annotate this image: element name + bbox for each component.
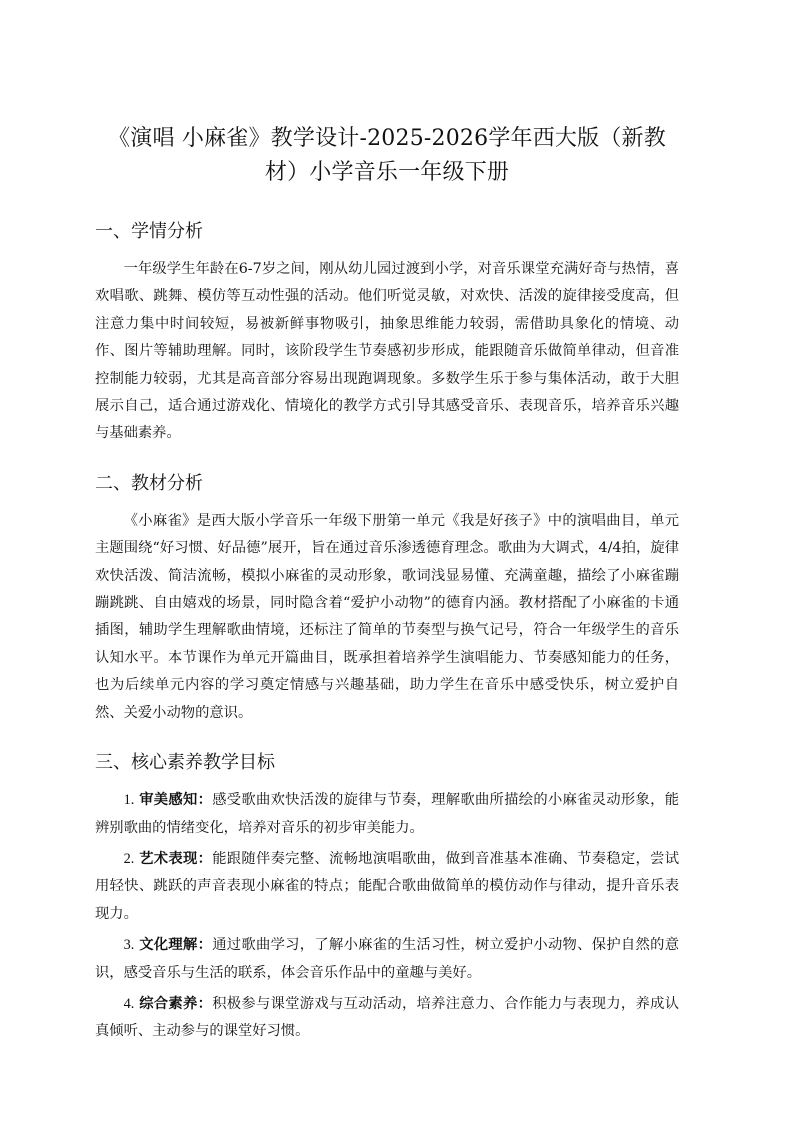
goal-item xyxy=(95,787,679,842)
section-heading: 二、教材分析 xyxy=(95,472,203,494)
goal-number: 1. xyxy=(123,792,135,809)
section-textbook-analysis xyxy=(95,470,679,727)
goal-label: 综合素养： xyxy=(139,995,213,1012)
goal-text: 能跟随伴奏完整、流畅地演唱歌曲，做到音准基本准确、节奏稳定，尝试用轻快、跳跃的声音表现小麻雀的特点；能配合歌曲做简单的模仿动作与律动，提升音乐表现力。 xyxy=(95,850,680,922)
goal-label: 审美感知： xyxy=(139,792,213,809)
goal-number: 4. xyxy=(123,995,135,1012)
goal-text: 积极参与课堂游戏与互动活动，培养注意力、合作能力与表现力，养成认真倾听、主动参与的课堂好习惯。 xyxy=(95,995,680,1040)
goal-number: 2. xyxy=(123,850,135,867)
goal-label: 艺术表现： xyxy=(139,850,213,867)
goal-text: 感受歌曲欢快活泼的旋律与节奏，理解歌曲所描绘的小麻雀灵动形象，能辨别歌曲的情绪变化，培养对音乐的初步审美能力。 xyxy=(95,792,680,836)
goal-number: 3. xyxy=(123,937,135,954)
goal-item xyxy=(95,846,679,928)
section-heading: 三、核心素养教学目标 xyxy=(95,752,275,774)
paragraph: 一年级学生年龄在6-7岁之间，刚从幼儿园过渡到小学，对音乐课堂充满好奇与热情，喜欢唱歌、跳舞、模仿等互动性强的活动。他们听觉灵敏，对欢快、活泼的旋律接受度高，但注意力集中时间较短，易被新鲜事物吸引，抽象思维能力较弱，需借助具象化的情境、动作、图片等辅助理解。同时，该阶段学生节奏感初步形成，能跟随音乐做简单律动，但音准控制能力较弱，尤其是高音部分容易出现跑调现象。多数学生乐于参与集体活动，敢于大胆展示自己，适合通过游戏化、情境化的教学方式引导其感受音乐、表现音乐，培养音乐兴趣与基础素养。 xyxy=(95,261,679,442)
document-title: 《演唱 小麻雀》教学设计-2025-2026学年西大版（新教材）小学音乐一年级下册 xyxy=(108,126,666,185)
section-heading: 一、学情分析 xyxy=(95,221,203,242)
goal-text: 通过歌曲学习，了解小麻雀的生活习性，树立爱护小动物、保护自然的意识，感受音乐与生活的联系，体会音乐作品中的童趣与美好。 xyxy=(95,937,680,981)
section-teaching-goals xyxy=(95,749,679,1046)
goal-item xyxy=(95,991,679,1046)
section-learner-analysis xyxy=(95,218,679,448)
goal-item xyxy=(95,932,679,987)
paragraph: 《小麻雀》是西大版小学音乐一年级下册第一单元《我是好孩子》中的演唱曲目，单元主题围绕“好习惯、好品德”展开，旨在通过音乐渗透德育理念。歌曲为大调式，4/4拍，旋律欢快活泼、简洁流畅，模拟小麻雀的灵动形象，歌词浅显易懂、充满童趣，描绘了小麻雀蹦蹦跳跳、自由嬉戏的场景，同时隐含着“爱护小动物”的德育内涵。教材搭配了小麻雀的卡通插图，辅助学生理解歌曲情境，还标注了简单的节奏型与换气记号，符合一年级学生的音乐认知水平。本节课作为单元开篇曲目，既承担着培养学生演唱能力、节奏感知能力的任务，也为后续单元内容的学习奠定情感与兴趣基础，助力学生在音乐中感受快乐，树立爱护自然、关爱小动物的意识。 xyxy=(95,512,679,721)
goal-label: 文化理解： xyxy=(139,937,213,954)
